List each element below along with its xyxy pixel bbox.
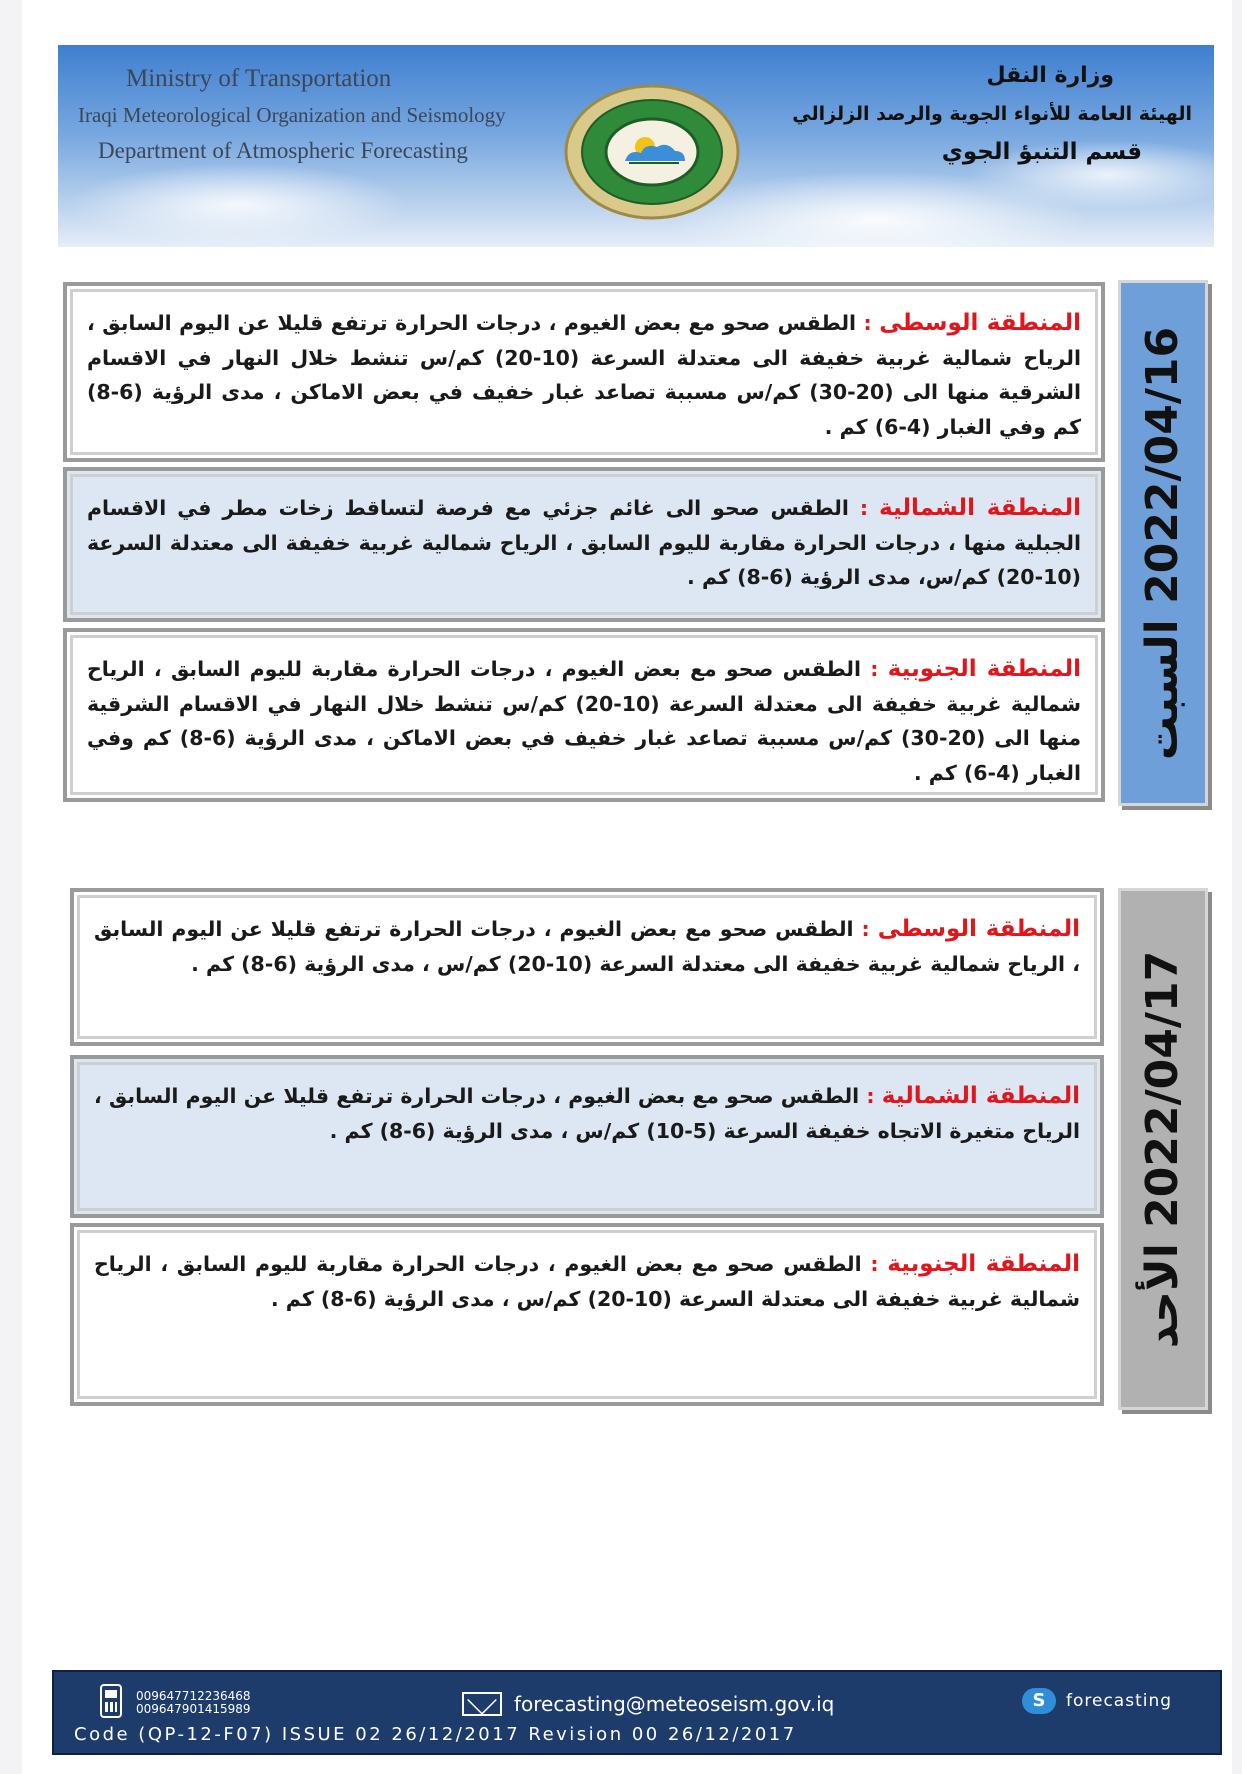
mail-icon [462, 1692, 502, 1716]
day1-southern-region-box: المنطقة الجنوبية : الطقس صحو مع بعض الغيوم ، درجات الحرارة مقاربة لليوم السابق ، الرياح شمالية غربية خفيفة الى معتدلة السرعة (10-20) كم/س تنشط خلال النهار في الاقسام الشرقية منها الى (20-30) كم/س مسببة تصاعد غبار خفيف في بعض الاماكن ، مدى الرؤية (6-8) كم وفي الغبار (4-6) كم . [63, 628, 1105, 802]
department-name-en: Department of Atmospheric Forecasting [98, 138, 468, 163]
region-forecast-text: الطقس صحو مع بعض الغيوم ، درجات الحرارة ترتفع قليلا عن اليوم السابق ، الرياح شمالية غربية خفيفة الى معتدلة السرعة (10-20) كم/س تنشط خلال النهار في الاقسام الشرقية منها الى (20-30) كم/س مسببة تصاعد غبار خفيف في بعض الاماكن ، مدى الرؤية (6-8) كم وفي الغبار (4-6) كم . [87, 311, 1081, 439]
day1-date-band [1118, 280, 1208, 806]
region-forecast-text: الطقس صحو مع بعض الغيوم ، درجات الحرارة ترتفع قليلا عن اليوم السابق ، الرياح متغيرة الاتجاه خفيفة السرعة (5-10) كم/س ، مدى الرؤية (6-8) كم . [94, 1084, 1080, 1143]
department-name-ar: قسم التنبؤ الجوي [941, 139, 1142, 165]
organization-name-ar: الهيئة العامة للأنواء الجوية والرصد الزلزالي [792, 103, 1192, 125]
region-name: المنطقة الشمالية [881, 1083, 1080, 1109]
day1-date-label: 2022/04/16 السبت [1137, 326, 1189, 760]
organization-logo-icon [563, 83, 741, 221]
header-english [78, 61, 518, 169]
region-name: المنطقة الجنوبية [887, 1251, 1081, 1277]
document-sheet [22, 0, 1232, 1774]
day2-southern-region-box: المنطقة الجنوبية : الطقس صحو مع بعض الغيوم ، درجات الحرارة مقاربة لليوم السابق ، الرياح شمالية غربية خفيفة الى معتدلة السرعة (10-20) كم/س ، مدى الرؤية (6-8) كم . [70, 1223, 1104, 1406]
region-forecast-text: الطقس صحو مع بعض الغيوم ، درجات الحرارة مقاربة لليوم السابق ، الرياح شمالية غربية خفيفة الى معتدلة السرعة (10-20) كم/س ، مدى الرؤية (6-8) كم . [94, 1252, 1080, 1311]
day1-northern-region-box: المنطقة الشمالية : الطقس صحو الى غائم جزئي مع فرصة لتساقط زخات مطر في الاقسام الجبلية منها ، درجات الحرارة مقاربة لليوم السابق ، الرياح شمالية غربية خفيفة الى معتدلة السرعة (10-20) كم/س، مدى الرؤية (6-8) كم . [63, 467, 1105, 622]
ministry-name-en: Ministry of Transportation [126, 65, 392, 92]
region-forecast-text: الطقس صحو مع بعض الغيوم ، درجات الحرارة ترتفع قليلا عن اليوم السابق ، الرياح شمالية غربية خفيفة الى معتدلة السرعة (10-20) كم/س ، مدى الرؤية (6-8) كم . [94, 917, 1080, 976]
footer-phones [136, 1690, 251, 1716]
region-forecast-text: الطقس صحو الى غائم جزئي مع فرصة لتساقط زخات مطر في الاقسام الجبلية منها ، درجات الحرارة مقاربة لليوم السابق ، الرياح شمالية غربية خفيفة الى معتدلة السرعة (10-20) كم/س، مدى الرؤية (6-8) كم . [87, 496, 1081, 589]
region-name: المنطقة الوسطى [879, 310, 1081, 336]
region-name: المنطقة الشمالية [879, 495, 1081, 521]
region-name: المنطقة الوسطى [877, 916, 1080, 942]
phone-icon [100, 1684, 122, 1718]
phone-number: 009647901415989 [136, 1702, 251, 1716]
organization-name-en: Iraqi Meteorological Organization and Seismology [78, 103, 506, 127]
day2-date-label: 2022/04/17 الأحد [1137, 950, 1189, 1348]
region-name: المنطقة الجنوبية [887, 656, 1082, 682]
phone-number: 009647712236468 [136, 1689, 251, 1703]
region-forecast-text: الطقس صحو مع بعض الغيوم ، درجات الحرارة مقاربة لليوم السابق ، الرياح شمالية غربية خفيفة الى معتدلة السرعة (10-20) كم/س تنشط خلال النهار في الاقسام الشرقية منها الى (20-30) كم/س مسببة تصاعد غبار خفيف في بعض الاماكن ، مدى الرؤية (6-8) كم وفي الغبار (4-6) كم . [87, 657, 1082, 785]
header-banner [58, 45, 1214, 247]
day2-central-region-box: المنطقة الوسطى : الطقس صحو مع بعض الغيوم ، درجات الحرارة ترتفع قليلا عن اليوم السابق ، الرياح شمالية غربية خفيفة الى معتدلة السرعة (10-20) كم/س ، مدى الرؤية (6-8) كم . [70, 888, 1104, 1046]
day2-northern-region-box: المنطقة الشمالية : الطقس صحو مع بعض الغيوم ، درجات الحرارة ترتفع قليلا عن اليوم السابق ، الرياح متغيرة الاتجاه خفيفة السرعة (5-10) كم/س ، مدى الرؤية (6-8) كم . [70, 1055, 1104, 1218]
document-code-line: Code (QP-12-F07) ISSUE 02 26/12/2017 Revision 00 26/12/2017 [74, 1724, 797, 1745]
footer-email[interactable]: forecasting@meteoseism.gov.iq [514, 1692, 835, 1716]
skype-icon: S [1022, 1688, 1056, 1714]
day1-central-region-box: المنطقة الوسطى : الطقس صحو مع بعض الغيوم ، درجات الحرارة ترتفع قليلا عن اليوم السابق ، الرياح شمالية غربية خفيفة الى معتدلة السرعة (10-20) كم/س تنشط خلال النهار في الاقسام الشرقية منها الى (20-30) كم/س مسببة تصاعد غبار خفيف في بعض الاماكن ، مدى الرؤية (6-8) كم وفي الغبار (4-6) كم . [63, 282, 1105, 462]
header-arabic [792, 57, 1192, 171]
day2-date-band [1118, 888, 1208, 1410]
footer-bar [52, 1670, 1222, 1755]
ministry-name-ar: وزارة النقل [986, 63, 1114, 88]
footer-skype[interactable]: forecasting [1066, 1691, 1173, 1711]
